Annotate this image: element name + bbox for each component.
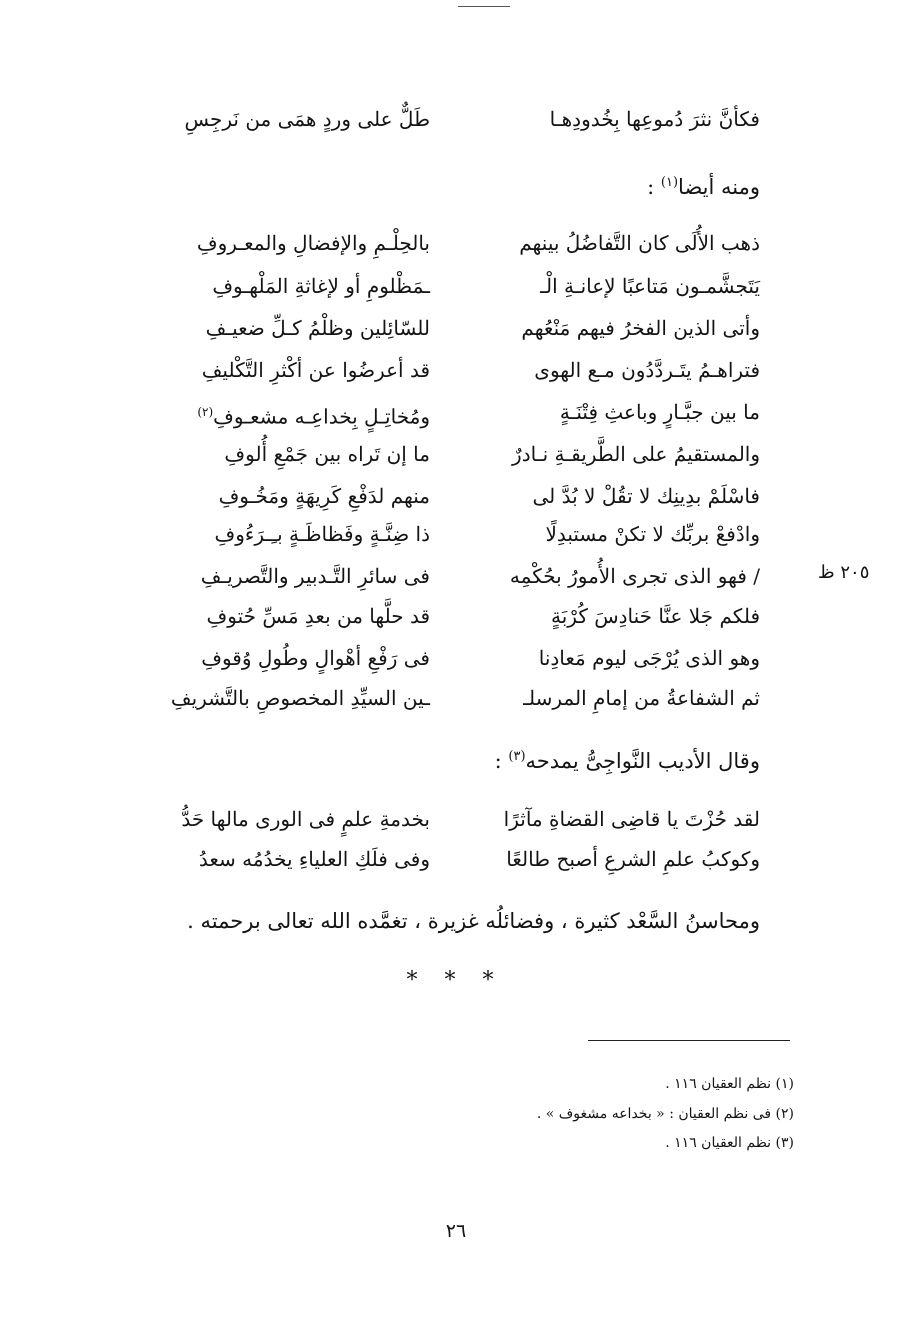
footnote: (٢) فى نظم العقيان : « بخداعه مشغوف » .	[536, 1106, 794, 1122]
verse-row	[150, 643, 760, 673]
second-hemistich: قد حلَّها من بعدِ مَسِّ حُتوفِ	[206, 604, 430, 628]
second-hemistich: للسّائِلين وظلْمُ كـلِّ ضعيـفِ	[205, 316, 430, 340]
first-hemistich: لقد حُزْتَ يا قاضِى القضاةِ مآثرًا	[503, 807, 760, 831]
footnote: (٣) نظم العقيان ١١٦ .	[665, 1135, 794, 1151]
second-hemistich: فى رَفْعِ أهْوالٍ وطُولِ وُقوفِ	[201, 646, 430, 670]
first-hemistich: والمستقيمُ على الطَّريقـةِ نـادرٌ	[512, 442, 760, 466]
second-hemistich: وفى فلَكِ العلياءِ يخدُمُه سعدُ	[198, 847, 430, 871]
prelude-verse	[150, 104, 760, 134]
verse-row	[150, 439, 760, 469]
verse-row	[150, 601, 760, 631]
verse-row	[150, 313, 760, 343]
poem-intro-text: وقال الأديب النَّواجِىُّ يمدحه	[525, 749, 760, 773]
closing-prose: ومحاسنُ السَّعْد كثيرة ، وفضائلُه غزيرة ، تغمَّده الله تعالى برحمته .	[187, 909, 760, 933]
second-hemistich	[197, 397, 430, 432]
first-hemistich: فلكم جَلا عنَّا حَنادِسَ كُرْبَةٍ	[551, 604, 760, 628]
second-hemistich: فى سائرِ التَّـدبير والتَّصريـفِ	[200, 564, 430, 588]
second-hemistich: ـين السيِّدِ المخصوصِ بالتَّشريفِ	[170, 686, 430, 710]
first-hemistich: وأتى الذين الفخرُ فيهم مَنْعُهم	[521, 316, 760, 340]
second-hemistich: منهم لدَفْعِ كَرِيهَةٍ ومَخُـوفِ	[218, 484, 430, 508]
first-hemistich: ما بين جبَّـارٍ وباعثِ فِتْنَـةٍ	[559, 400, 760, 424]
prelude-first-hemistich: فكأنَّ نثرَ دُموعِها بِخُدودِهـا	[549, 107, 760, 131]
footnote-ref: (١)	[660, 175, 679, 190]
first-hemistich: / فهو الذى تجرى الأُمورُ بحُكْمِه	[509, 564, 760, 588]
first-hemistich: ثم الشفاعةُ من إمامِ المرسلـ	[523, 686, 760, 710]
second-hemistich: بخدمةِ علمٍ فى الورى مالها حَدُّ	[181, 807, 430, 831]
second-hemistich-text: ومُخاتِـلٍ بِخداعِـه مشعـوفِ	[213, 404, 430, 429]
first-hemistich: فتراهـمُ يتَـردَّدُون مـع الهوى	[534, 358, 760, 382]
footnote-ref: (٣)	[508, 749, 526, 764]
footnote-ref: (٢)	[197, 405, 214, 419]
verse-row	[150, 271, 760, 301]
second-hemistich: ـمَظْلومِ أو لإغاثةِ المَلْهـوفِ	[212, 274, 430, 298]
verse-row	[150, 804, 760, 834]
verse-row	[150, 355, 760, 385]
second-hemistich: ذا ضِنَّـةٍ وفَظاظَـةٍ بـِـرَءُوفِ	[214, 522, 430, 546]
poem-intro-line	[647, 168, 760, 202]
verse-row	[150, 481, 760, 511]
poem-intro-colon: :	[647, 175, 661, 199]
folio-margin-note: ٢٠٥ ظ	[818, 562, 870, 583]
poem-intro-text: ومنه أيضا	[678, 175, 760, 199]
prelude-second-hemistich: طَلٌّ على وردٍ همَى من نَرجِسِ	[184, 107, 430, 131]
first-hemistich: ذهب الأُلَى كان التَّفاضُلُ بينهم	[519, 231, 760, 255]
first-hemistich: فاسْلَمْ بدِينِك لا تقُلْ لا بُدَّ لى	[532, 484, 760, 508]
first-hemistich: وادْفعْ بربِّك لا تكنْ مستبدِلًا	[545, 522, 760, 546]
verse-row	[150, 561, 760, 591]
page-number: ٢٦	[445, 1220, 467, 1242]
second-hemistich: ما إن تَراه بين جَمْعِ أُلوفِ	[224, 442, 430, 466]
verse-row	[150, 228, 760, 258]
poem-intro-colon: :	[494, 749, 509, 773]
section-separator: * * *	[406, 968, 504, 993]
top-edge-rule	[458, 6, 510, 7]
footnote-rule	[588, 1040, 790, 1041]
second-hemistich: بالحِلْـمِ والإفضالِ والمعـروفِ	[196, 231, 430, 255]
verse-row	[150, 397, 760, 427]
poem-intro-line	[495, 742, 760, 776]
verse-row	[150, 844, 760, 874]
verse-row	[150, 683, 760, 713]
footnote: (١) نظم العقيان ١١٦ .	[665, 1076, 794, 1092]
first-hemistich: يَتَجشَّمـون مَتاعبًا لإعانـةِ الْـ	[540, 274, 760, 298]
verse-row	[150, 519, 760, 549]
first-hemistich: وكوكبُ علمِ الشرعِ أصبح طالعًا	[506, 847, 760, 871]
first-hemistich: وهو الذى يُرْجَى ليوم مَعادِنا	[538, 646, 760, 670]
second-hemistich: قد أعرضُوا عن أكْثرِ التَّكْليفِ	[201, 358, 430, 382]
